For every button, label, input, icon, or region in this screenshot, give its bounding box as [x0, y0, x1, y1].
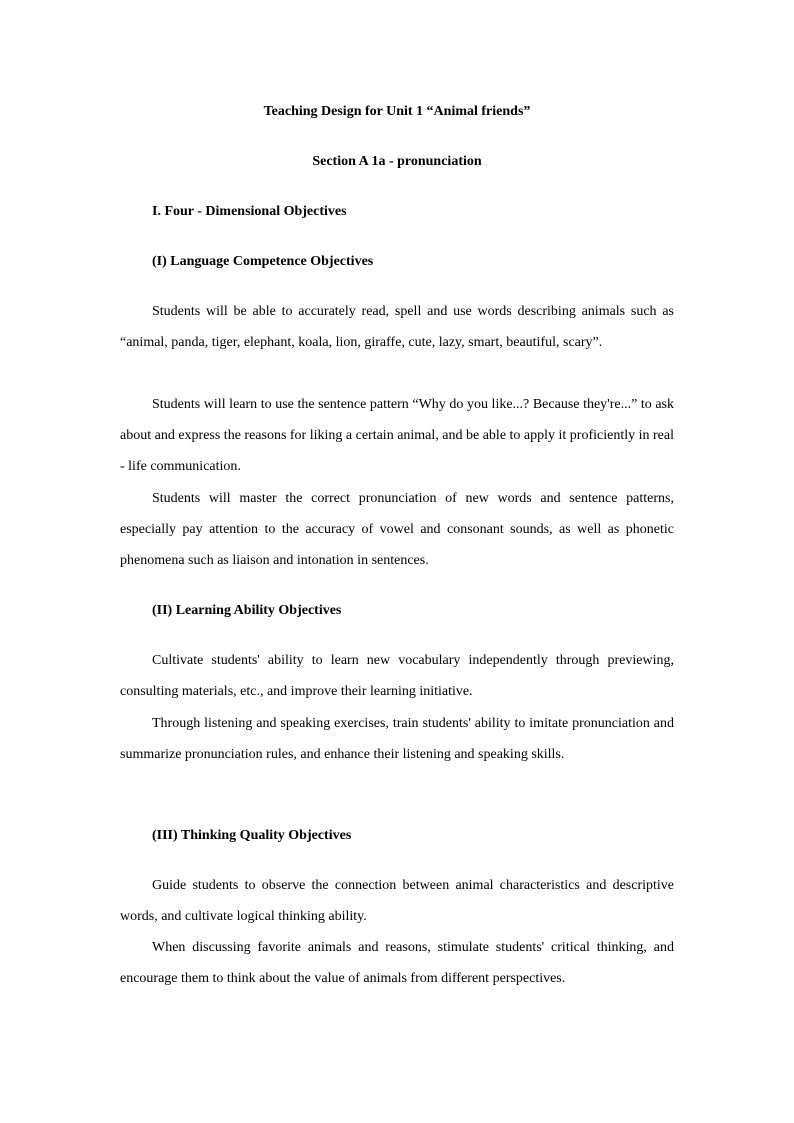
paragraph: Students will master the correct pronunciation of new words and sentence patterns, especially pay attention to the accuracy of vowel and consonant sounds, as well as phonetic phenomena such as liaison and intonation in sentences.: [120, 491, 674, 568]
subsection-heading-thinking: (III) Thinking Quality Objectives: [152, 828, 352, 843]
document-title: Teaching Design for Unit 1 “Animal friends”: [263, 104, 531, 119]
document-subtitle: Section A 1a - pronunciation: [312, 154, 482, 169]
paragraph: Guide students to observe the connection between animal characteristics and descriptive words, and cultivate logical thinking ability.: [120, 878, 674, 924]
subsection-heading-language: (I) Language Competence Objectives: [152, 254, 374, 269]
paragraph: Students will be able to accurately read, spell and use words describing animals such as “animal, panda, tiger, elephant, koala, lion, giraffe, cute, lazy, smart, beautiful, scary”.: [120, 304, 674, 350]
section-heading-objectives: I. Four - Dimensional Objectives: [152, 204, 347, 219]
paragraph: Students will learn to use the sentence pattern “Why do you like...? Because they're...” to ask about and express the reasons for liking a certain animal, and be able to apply it proficiently in real - life communication.: [120, 397, 674, 474]
paragraph: When discussing favorite animals and reasons, stimulate students' critical thinking, and encourage them to think about the value of animals from different perspectives.: [120, 940, 674, 986]
paragraph: Through listening and speaking exercises, train students' ability to imitate pronunciation and summarize pronunciation rules, and enhance their listening and speaking skills.: [120, 716, 674, 762]
paragraph: Cultivate students' ability to learn new vocabulary independently through previewing, consulting materials, etc., and improve their learning initiative.: [120, 653, 674, 699]
subsection-heading-learning: (II) Learning Ability Objectives: [152, 603, 342, 618]
